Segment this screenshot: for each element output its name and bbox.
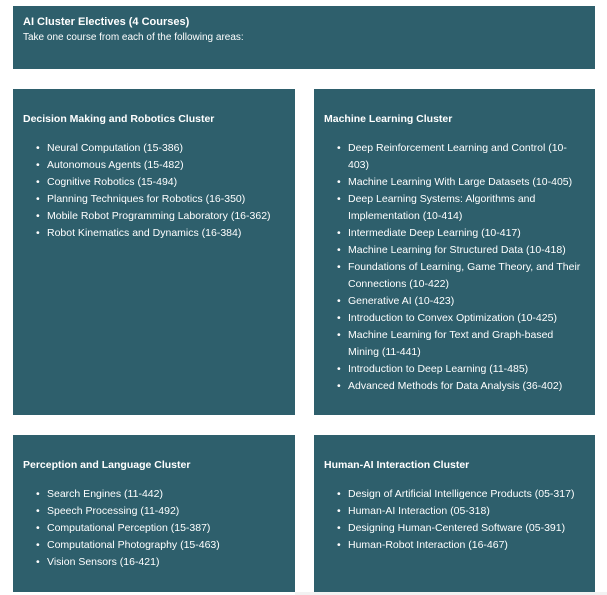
cluster-card-perception-language xyxy=(13,435,295,592)
list-item xyxy=(337,174,585,191)
list-item xyxy=(337,242,585,259)
bullet-icon: • xyxy=(337,261,341,273)
cluster-card-decision-making-robotics xyxy=(13,89,295,415)
bullet-icon: • xyxy=(337,380,341,392)
course-list xyxy=(23,140,285,242)
bullet-icon: • xyxy=(337,488,341,500)
course-label: Autonomous Agents (15-482) xyxy=(47,159,184,171)
bullet-icon: • xyxy=(36,227,40,239)
course-label: Machine Learning With Large Datasets (10-405) xyxy=(348,176,573,188)
bullet-icon: • xyxy=(337,227,341,239)
list-item xyxy=(337,191,585,225)
bullet-icon: • xyxy=(36,210,40,222)
course-label: Computational Photography (15-463) xyxy=(47,539,220,551)
cluster-title: Perception and Language Cluster xyxy=(23,459,191,471)
list-item xyxy=(36,191,285,208)
bullet-icon: • xyxy=(36,522,40,534)
course-label: Machine Learning for Structured Data (10-418) xyxy=(348,244,566,256)
list-item xyxy=(36,208,285,225)
bullet-icon: • xyxy=(36,193,40,205)
cluster-electives-header xyxy=(13,6,595,69)
course-label: Design of Artificial Intelligence Products (05-317) xyxy=(348,488,575,500)
course-label: Advanced Methods for Data Analysis (36-402) xyxy=(348,380,563,392)
bullet-icon: • xyxy=(337,539,341,551)
course-label: Deep Learning Systems: Algorithms and Implementation (10-414) xyxy=(348,193,536,222)
page-subtitle: Take one course from each of the following areas: xyxy=(23,32,244,43)
course-label: Speech Processing (11-492) xyxy=(47,505,180,517)
course-label: Search Engines (11-442) xyxy=(47,488,163,500)
list-item xyxy=(337,361,585,378)
cluster-title: Machine Learning Cluster xyxy=(324,113,453,125)
course-label: Designing Human-Centered Software (05-391) xyxy=(348,522,566,534)
bullet-icon: • xyxy=(337,312,341,324)
course-label: Human-Robot Interaction (16-467) xyxy=(348,539,508,551)
list-item xyxy=(337,140,585,174)
course-label: Vision Sensors (16-421) xyxy=(47,556,160,568)
list-item xyxy=(337,293,585,310)
bullet-icon: • xyxy=(337,244,341,256)
cluster-card-machine-learning xyxy=(314,89,595,415)
bullet-icon: • xyxy=(337,505,341,517)
list-item xyxy=(337,486,585,503)
list-item xyxy=(36,486,285,503)
course-list xyxy=(324,140,585,395)
bullet-icon: • xyxy=(337,193,341,205)
course-list xyxy=(23,486,285,571)
bullet-icon: • xyxy=(36,556,40,568)
bullet-icon: • xyxy=(36,488,40,500)
course-label: Robot Kinematics and Dynamics (16-384) xyxy=(47,227,242,239)
course-label: Machine Learning for Text and Graph-based Mining (11-441) xyxy=(348,329,554,358)
course-label: Human-AI Interaction (05-318) xyxy=(348,505,490,517)
course-label: Intermediate Deep Learning (10-417) xyxy=(348,227,521,239)
course-label: Deep Reinforcement Learning and Control (10-403) xyxy=(348,142,567,171)
bullet-icon: • xyxy=(36,505,40,517)
course-label: Foundations of Learning, Game Theory, and Their Connections (10-422) xyxy=(348,261,581,290)
bullet-icon: • xyxy=(337,329,341,341)
course-label: Generative AI (10-423) xyxy=(348,295,455,307)
course-label: Mobile Robot Programming Laboratory (16-362) xyxy=(47,210,271,222)
list-item xyxy=(36,174,285,191)
bullet-icon: • xyxy=(337,142,341,154)
bullet-icon: • xyxy=(36,539,40,551)
bullet-icon: • xyxy=(337,295,341,307)
course-label: Cognitive Robotics (15-494) xyxy=(47,176,178,188)
list-item xyxy=(337,310,585,327)
list-item xyxy=(36,140,285,157)
course-label: Introduction to Convex Optimization (10-425) xyxy=(348,312,557,324)
list-item xyxy=(36,520,285,537)
list-item xyxy=(337,225,585,242)
bullet-icon: • xyxy=(337,176,341,188)
list-item xyxy=(337,503,585,520)
course-list xyxy=(324,486,585,554)
list-item xyxy=(36,157,285,174)
list-item xyxy=(337,327,585,361)
bullet-icon: • xyxy=(36,159,40,171)
bullet-icon: • xyxy=(337,363,341,375)
cluster-title: Human-AI Interaction Cluster xyxy=(324,459,470,471)
bullet-icon: • xyxy=(337,522,341,534)
list-item xyxy=(36,537,285,554)
bullet-icon: • xyxy=(36,176,40,188)
list-item xyxy=(36,554,285,571)
list-item xyxy=(337,520,585,537)
list-item xyxy=(36,225,285,242)
course-label: Neural Computation (15-386) xyxy=(47,142,183,154)
list-item xyxy=(337,259,585,293)
page-title: AI Cluster Electives (4 Courses) xyxy=(23,16,190,28)
list-item xyxy=(36,503,285,520)
course-label: Introduction to Deep Learning (11-485) xyxy=(348,363,529,375)
cluster-card-human-ai-interaction xyxy=(314,435,595,592)
course-label: Planning Techniques for Robotics (16-350) xyxy=(47,193,246,205)
cluster-title: Decision Making and Robotics Cluster xyxy=(23,113,215,125)
bullet-icon: • xyxy=(36,142,40,154)
course-label: Computational Perception (15-387) xyxy=(47,522,211,534)
list-item xyxy=(337,537,585,554)
list-item xyxy=(337,378,585,395)
